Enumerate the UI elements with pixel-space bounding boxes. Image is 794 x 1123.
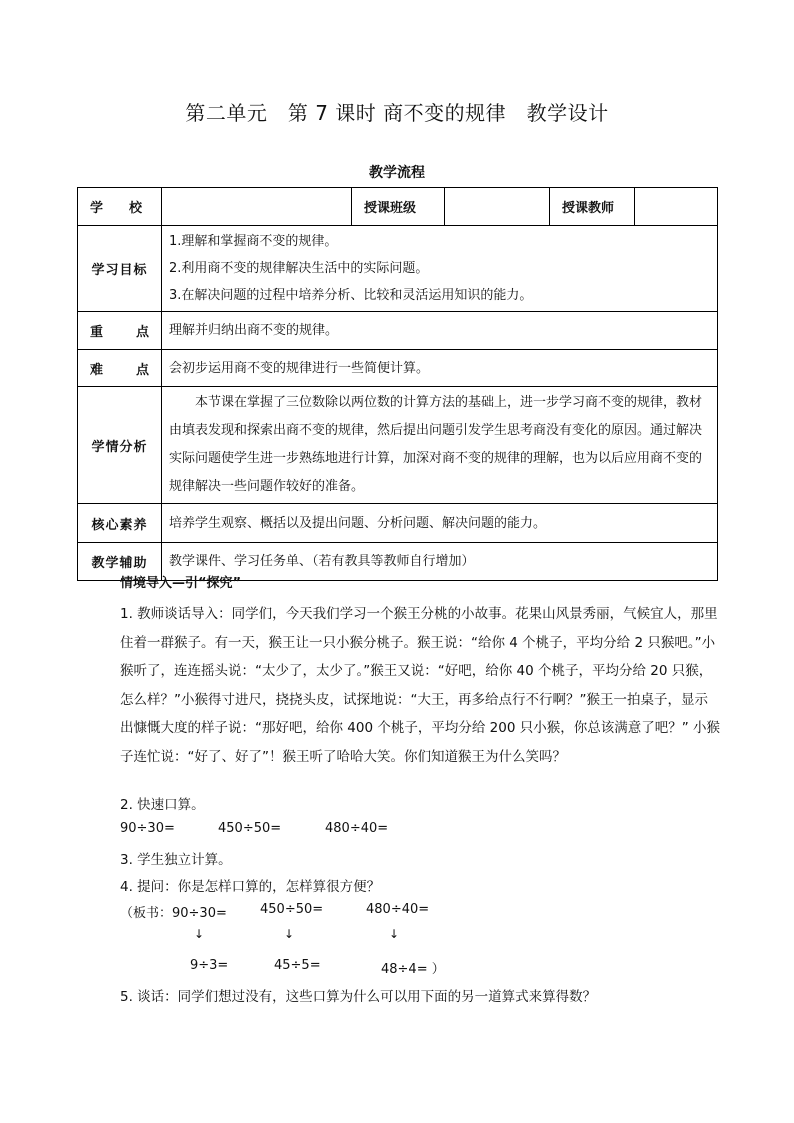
section-title: 情境导入—引“探究” [120,576,242,591]
school-label-cell [78,188,162,226]
key-point-label-cell [78,312,162,350]
document-title: 第二单元 第 7 课时 商不变的规律 教学设计 [185,101,609,125]
goal-item: 3.在解决问题的过程中培养分析、比较和灵活运用知识的能力。 [169,288,533,303]
analysis-label-cell [78,387,162,504]
calc-item: 450÷50= [218,821,282,836]
table-row [78,312,718,350]
literacy-label-cell [78,504,162,543]
key-point-label: 重 点 [90,325,149,340]
teacher-value-cell [635,188,718,226]
analysis-value-cell [162,387,718,504]
table-row [78,188,718,226]
calc-item: 480÷40= [325,821,389,836]
story-paragraph-block [120,600,720,771]
difficult-point-label-cell [78,350,162,387]
goal-item: 2.利用商不变的规律解决生活中的实际问题。 [169,261,429,276]
literacy-value: 培养学生观察、概括以及提出问题、分析问题、解决问题的能力。 [162,504,718,543]
analysis-text: 本节课在掌握了三位数除以两位数的计算方法的基础上，进一步学习商不变的规律，教材由填表发现和探索出商不变的规律，然后提出问题引发学生思考商没有变化的原因。通过解决实际问题使学生进一步熟练地进行计算，加深对商不变的规律的理解，也为以后应用商不变的规律解决一些问题作较好的准备。 [169,395,703,494]
lesson-info-table [77,187,718,581]
aid-label: 教学辅助 [91,556,148,571]
school-value-cell [162,188,352,226]
class-value-cell [445,188,550,226]
school-label: 学 校 [90,201,143,216]
step-4-text: 4. 提问：你是怎样口算的，怎样算很方便？ [120,879,381,895]
board-item: （板书：90÷30= [120,906,227,921]
document-subtitle: 教学流程 [369,165,425,181]
down-arrow-icon: ↓ [284,927,295,941]
board-result-item: 45÷5= [274,958,321,973]
table-row [78,387,718,504]
story-paragraph: 1. 教师谈话导入：同学们，今天我们学习一个猴王分桃的小故事。花果山风景秀丽，气候宜人，那里住着一群猴子。有一天，猴王让一只小猴分桃子。猴王说：“给你 4 个桃子，平均分给 2 只猴吧。”小猴听了，连连摇头说：“太少了，太少了。”猴王又说：“好吧，给你 40 个桃子，平均分给 20 只猴，怎么样？”小猴得寸进尺，挠挠头皮，试探地说：“大王，再多给点行不行啊？”猴王一拍桌子，显示出慷慨大度的样子说：“那好吧，给你 400 个桃子，平均分给 200 只小猴，你总该满意了吧？” 小猴子连忙说：“好了、好了”！猴王听了哈哈大笑。你们知道猴王为什么笑吗？ [120,606,720,765]
board-result-item: 9÷3= [190,958,229,973]
table-row [78,350,718,387]
goal-item: 1.理解和掌握商不变的规律。 [169,234,338,249]
board-item: 480÷40= [366,902,430,917]
board-result-item: 48÷4= ） [381,962,445,977]
difficult-point-label: 难 点 [90,362,149,378]
board-item: 450÷50= [260,902,324,917]
table-row [78,226,718,312]
calc-item: 90÷30= [120,821,175,836]
step-5-text: 5. 谈话：同学们想过没有，这些口算为什么可以用下面的另一道算式来算得数？ [120,989,597,1005]
goals-value-cell [162,226,718,312]
key-point-value: 理解并归纳出商不变的规律。 [162,312,718,350]
teacher-label: 授课教师 [550,188,635,226]
down-arrow-icon: ↓ [194,927,205,941]
class-label: 授课班级 [352,188,445,226]
step-2-text: 2. 快速口算。 [120,797,205,813]
table-row [78,504,718,543]
analysis-label: 学情分析 [91,439,148,455]
down-arrow-icon: ↓ [389,927,400,941]
aid-value: 教学课件、学习任务单、（若有教具等教师自行增加） [162,543,718,581]
difficult-point-value: 会初步运用商不变的规律进行一些简便计算。 [162,350,718,387]
goals-label-cell [78,226,162,312]
goals-label: 学习目标 [91,263,148,278]
literacy-label: 核心素养 [91,517,148,533]
step-3-text: 3. 学生独立计算。 [120,852,232,868]
